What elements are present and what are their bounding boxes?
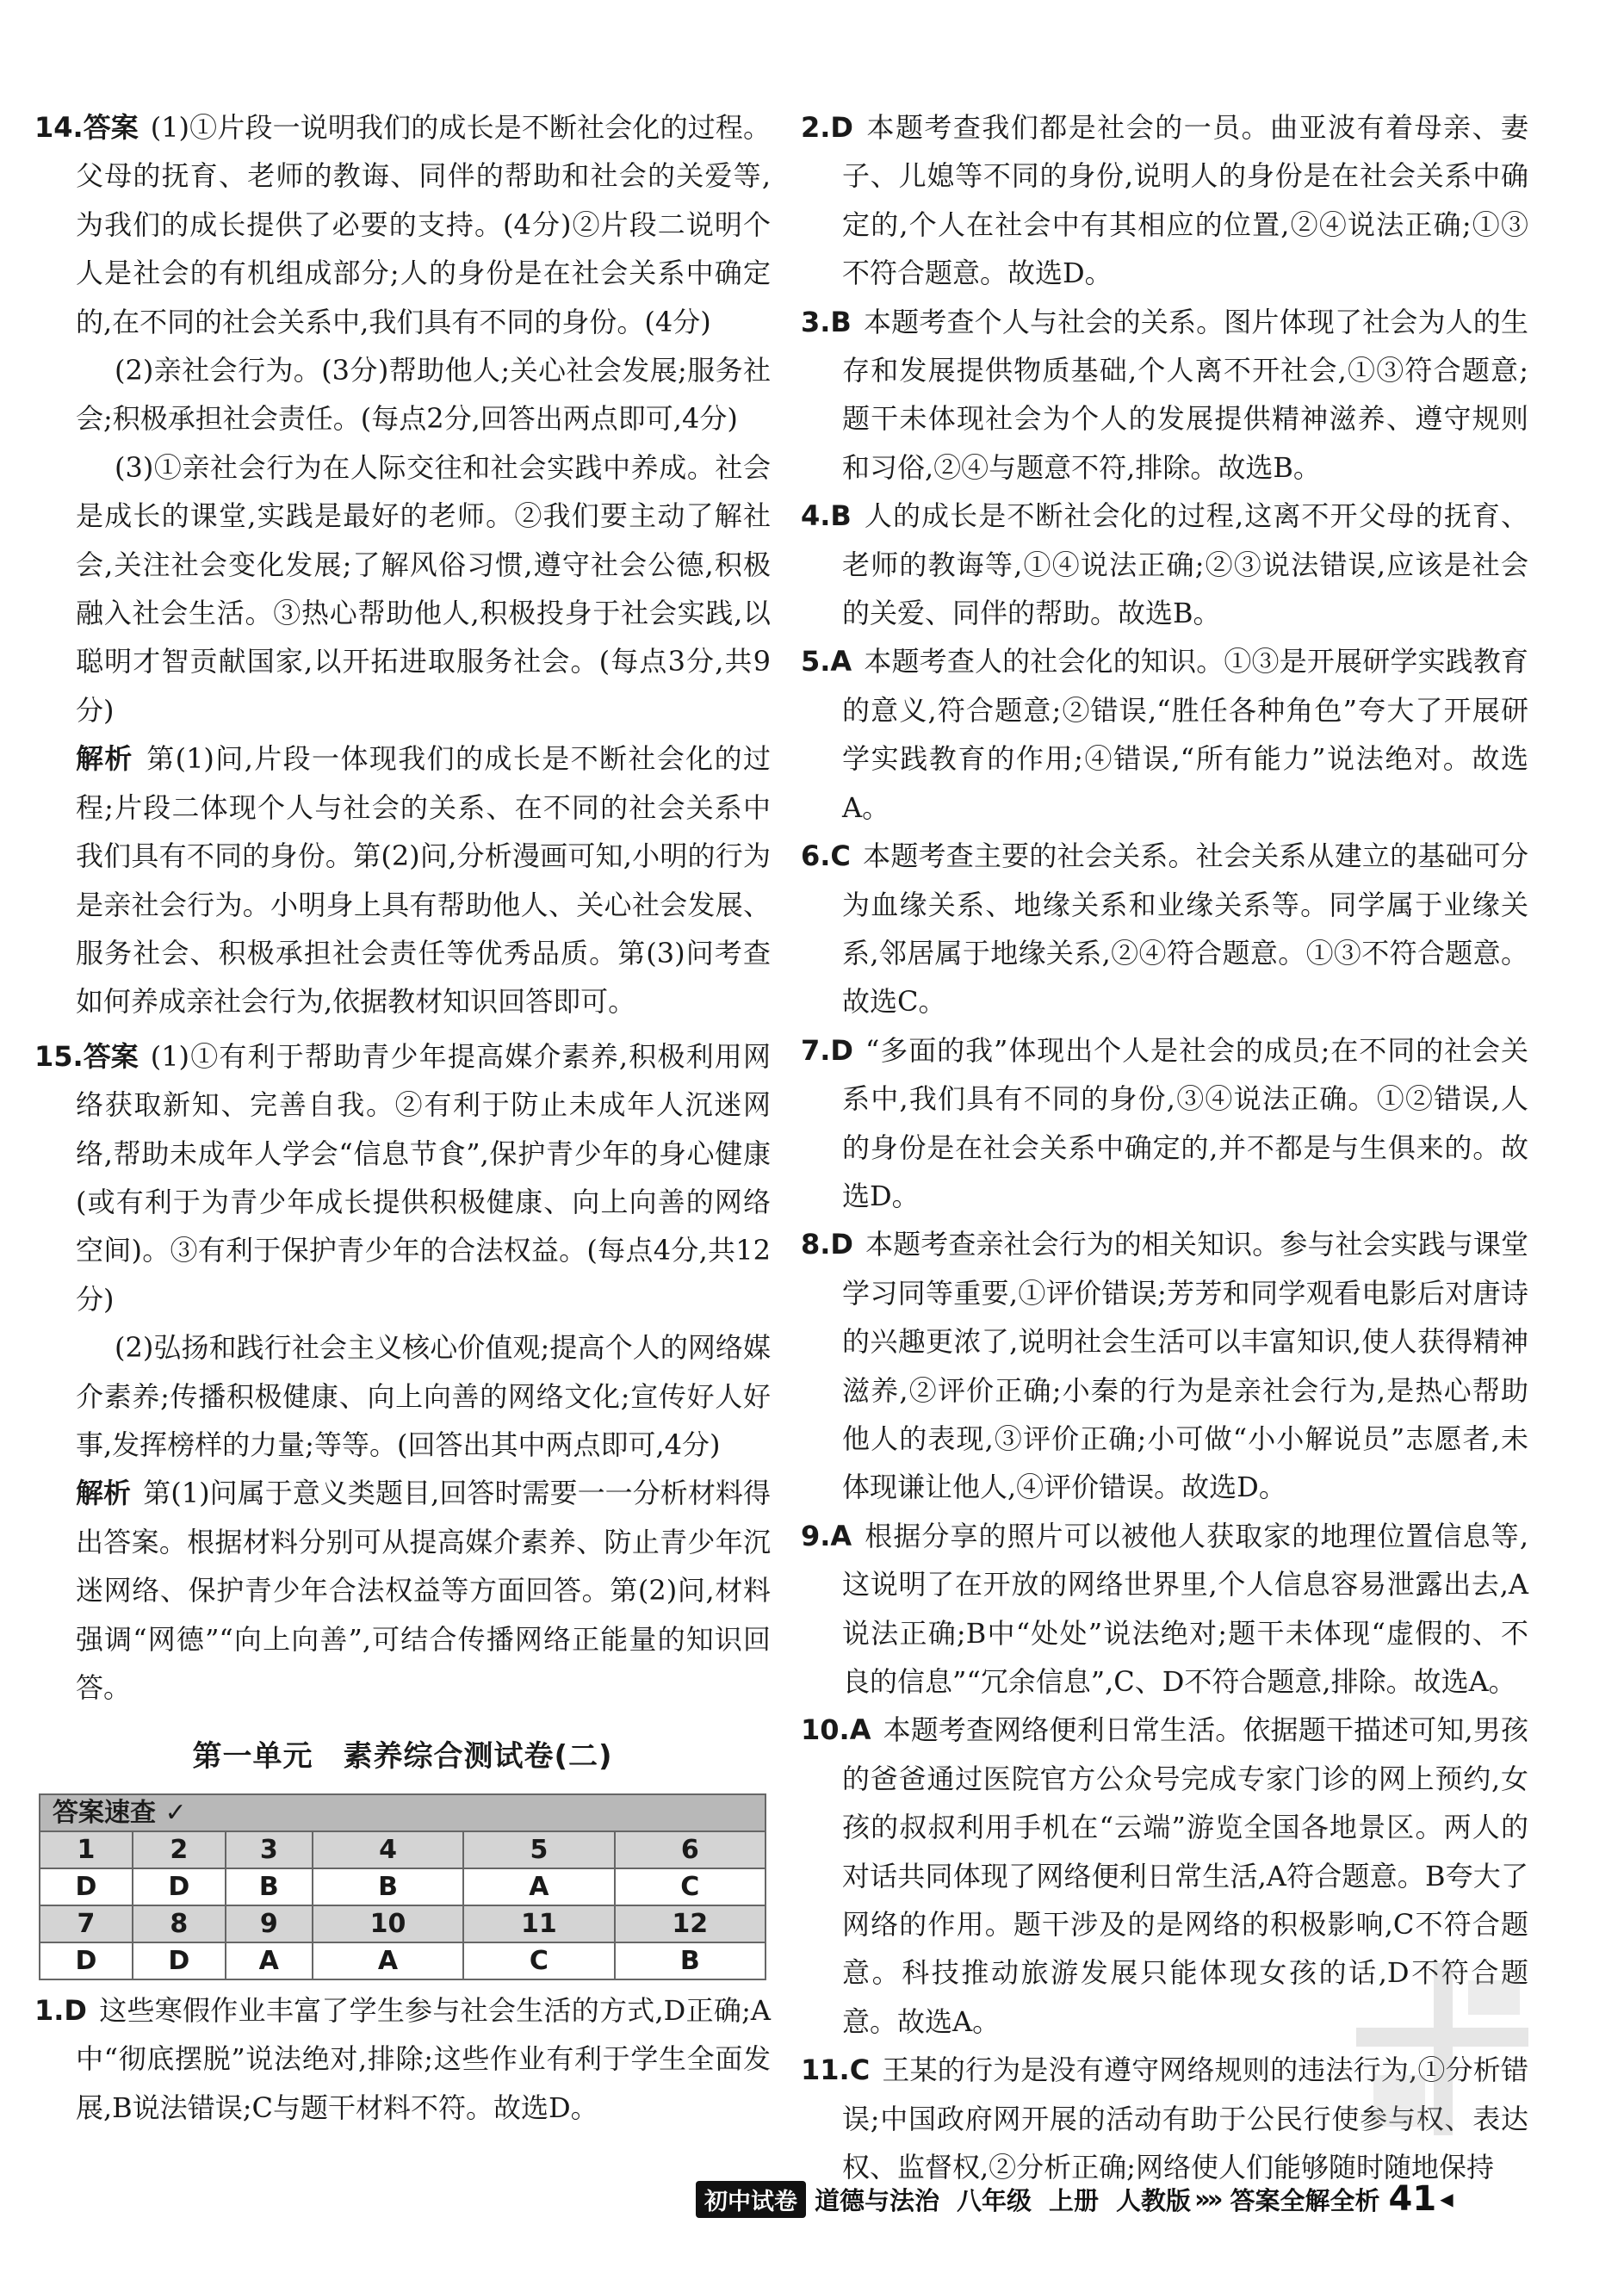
checkmark-icon: ✓: [164, 1797, 187, 1828]
footer-grade: 八年级: [957, 2185, 1032, 2215]
q1-label: 1.D: [34, 1993, 87, 2027]
q1-text: 这些寒假作业丰富了学生参与社会生活的方式,D正确;A中“彻底摆脱”说法绝对,排除;这些作业有利于学生全面发展,B说法错误;C与题干材料不符。故选D。: [76, 1993, 771, 2124]
table-cell: D: [40, 1942, 133, 1979]
item-text: “多面的我”体现出个人是社会的成员;在不同的社会关系中,我们具有不同的身份,③④说法正确。①②错误,人的身份是在社会关系中确定的,并不都是与生俱来的。故选D。: [842, 1033, 1528, 1212]
item-label: 8.D: [801, 1228, 853, 1261]
item-text: 王某的行为是没有遵守网络规则的违法行为,①分析错误;中国政府网开展的活动有助于公民行使参与权、表达权、监督权,②分析正确;网络使人们能够随时随地保持: [842, 2054, 1528, 2184]
item-label: 6.C: [801, 839, 851, 873]
footer-brand: 初中试卷: [696, 2181, 806, 2218]
answer-item: [801, 832, 1528, 1026]
q14-answer: [34, 103, 771, 346]
item-text: 人的成长是不断社会化的过程,这离不开父母的抚育、老师的教诲等,①④说法正确;②③说法错误,应该是社会的关爱、同伴的帮助。故选B。: [842, 499, 1528, 630]
table-row: [40, 1831, 766, 1868]
item-label: 10.A: [801, 1713, 871, 1747]
q15-answer: [34, 1032, 771, 1323]
table-cell: C: [615, 1868, 766, 1905]
table-cell: 8: [133, 1905, 226, 1942]
table-cell: 1: [40, 1831, 133, 1868]
item-label: 9.A: [801, 1519, 852, 1552]
item-text: 本题考查个人与社会的关系。图片体现了社会为人的生存和发展提供物质基础,个人离不开社会,①③符合题意;题干未体现社会为个人的发展提供精神滋养、遵守规则和习俗,②④与题意不符,排除。故选B。: [842, 305, 1528, 484]
q14-answer-p2: (2)亲社会行为。(3分)帮助他人;关心社会发展;服务社会;积极承担社会责任。(每点2分,回答出两点即可,4分): [76, 354, 771, 436]
footer-subject: 道德与法治: [815, 2185, 940, 2215]
table-row: [40, 1942, 766, 1979]
q15-analysis: [34, 1469, 771, 1712]
page-footer: [696, 2177, 1454, 2221]
answer-item: [801, 1512, 1528, 1707]
right-column: [801, 103, 1528, 2191]
item-text: 根据分享的照片可以被他人获取家的地理位置信息等,这说明了在开放的网络世界里,个人信息容易泄露出去,A说法正确;B中“处处”说法绝对;题干未体现“虚假的、不良的信息”“冗余信息”,C、D不符合题意,排除。故选A。: [842, 1519, 1528, 1698]
table-cell: 3: [226, 1831, 313, 1868]
q15-analysis-text: 第(1)问属于意义类题目,回答时需要一一分析材料得出答案。根据材料分别可从提高媒介素养、防止青少年沉迷网络、保护青少年合法权益等方面回答。第(2)问,材料强调“网德”“向上向善”,可结合传播网络正能量的知识回答。: [76, 1477, 771, 1704]
q15-label: 15.答案: [34, 1039, 139, 1073]
footer-edition: 人教版: [1116, 2185, 1192, 2215]
section-title: 第一单元 素养综合测试卷(二): [192, 1739, 613, 1775]
answer-item: [801, 492, 1528, 637]
item-label: 2.D: [801, 111, 853, 144]
answer-item: [801, 103, 1528, 298]
item-text: 本题考查网络便利日常生活。依据题干描述可知,男孩的爸爸通过医院官方公众号完成专家门诊的网上预约,女孩的叔叔利用手机在“云端”游览全国各地景区。两人的对话共同体现了网络便利日常生活,A符合题意。B夸大了网络的作用。题干涉及的是网络的积极影响,C不符合题意。科技推动旅游发展只能体现女孩的话,D不符合题意。故选A。: [842, 1713, 1528, 2038]
q15-answer-p1: (1)①有利于帮助青少年提高媒介素养,积极利用网络获取新知、完善自我。②有利于防止未成年人沉迷网络,帮助未成年人学会“信息节食”,保护青少年的身心健康(或有利于为青少年成长提供积极健康、向上向善的网络空间)。③有利于保护青少年的合法权益。(每点4分,共12分): [76, 1039, 771, 1316]
q15-answer-p2: (2)弘扬和践行社会主义核心价值观;提高个人的网络媒介素养;传播积极健康、向上向善的网络文化;宣传好人好事,发挥榜样的力量;等等。(回答出其中两点即可,4分): [76, 1331, 771, 1461]
answer-table: [39, 1793, 766, 1980]
table-cell: 7: [40, 1905, 133, 1942]
table-cell: D: [40, 1868, 133, 1905]
item-label: 11.C: [801, 2054, 871, 2087]
triangle-left-icon: ◀: [1440, 2189, 1454, 2209]
table-cell: 4: [313, 1831, 463, 1868]
page-number: 41: [1388, 2179, 1437, 2219]
footer-title: 答案全解全析: [1230, 2185, 1380, 2215]
table-cell: B: [226, 1868, 313, 1905]
footer-arrows: »»: [1194, 2184, 1220, 2214]
answer-item: [801, 298, 1528, 492]
table-cell: 12: [615, 1905, 766, 1942]
table-cell: 10: [313, 1905, 463, 1942]
answer-item: [801, 1220, 1528, 1511]
footer-volume: 上册: [1049, 2185, 1100, 2215]
table-cell: 2: [133, 1831, 226, 1868]
answer-item: [801, 637, 1528, 832]
q14-answer-p3: (3)①亲社会行为在人际交往和社会实践中养成。社会是成长的课堂,实践是最好的老师。②我们要主动了解社会,关注社会变化发展;了解风俗习惯,遵守社会公德,积极融入社会生活。③热心帮助他人,积极投身于社会实践,以聪明才智贡献国家,以开拓进取服务社会。(每点3分,共9分): [76, 450, 771, 727]
table-cell: 5: [463, 1831, 614, 1868]
q15-analysis-label: 解析: [76, 1477, 132, 1510]
table-cell: 9: [226, 1905, 313, 1942]
table-cell: 11: [463, 1905, 614, 1942]
q14-answer-p1: (1)①片段一说明我们的成长是不断社会化的过程。父母的抚育、老师的教诲、同伴的帮助和社会的关爱等,为我们的成长提供了必要的支持。(4分)②片段二说明个人是社会的有机组成部分;人的身份是在社会关系中确定的,在不同的社会关系中,我们具有不同的身份。(4分): [76, 111, 771, 338]
watermark-logo: [1339, 1946, 1546, 2153]
item-text: 本题考查主要的社会关系。社会关系从建立的基础可分为血缘关系、地缘关系和业缘关系等。同学属于业缘关系,邻居属于地缘关系,②④符合题意。①③不符合题意。故选C。: [842, 839, 1528, 1019]
item-text: 本题考查人的社会化的知识。①③是开展研学实践教育的意义,符合题意;②错误,“胜任各种角色”夸大了开展研学实践教育的作用;④错误,“所有能力”说法绝对。故选A。: [842, 645, 1528, 824]
q14-analysis-label: 解析: [76, 742, 133, 776]
item-label: 7.D: [801, 1033, 853, 1067]
table-row: [40, 1868, 766, 1905]
table-cell: A: [463, 1868, 614, 1905]
left-column: [34, 103, 771, 2132]
q14-analysis: [34, 734, 771, 1025]
item-label: 5.A: [801, 645, 852, 678]
table-cell: A: [226, 1942, 313, 1979]
item-label: 4.B: [801, 499, 852, 533]
q14-analysis-text: 第(1)问,片段一体现我们的成长是不断社会化的过程;片段二体现个人与社会的关系、在不同的社会关系中我们具有不同的身份。第(2)问,分析漫画可知,小明的行为是亲社会行为。小明身上具有帮助他人、关心社会发展、服务社会、积极承担社会责任等优秀品质。第(3)问考查如何养成亲社会行为,依据教材知识回答即可。: [76, 742, 771, 1019]
table-cell: B: [313, 1868, 463, 1905]
table-cell: D: [133, 1942, 226, 1979]
table-cell: B: [615, 1942, 766, 1979]
table-cell: D: [133, 1868, 226, 1905]
table-row: [40, 1905, 766, 1942]
q14-label: 14.答案: [34, 111, 139, 144]
q1-answer: [34, 1986, 771, 2132]
answer-item: [801, 1026, 1528, 1221]
table-cell: A: [313, 1942, 463, 1979]
answer-table-header: 答案速查 ✓: [40, 1794, 766, 1831]
table-cell: C: [463, 1942, 614, 1979]
item-text: 本题考查亲社会行为的相关知识。参与社会实践与课堂学习同等重要,①评价错误;芳芳和同学观看电影后对唐诗的兴趣更浓了,说明社会生活可以丰富知识,使人获得精神滋养,②评价正确;小秦的行为是亲社会行为,是热心帮助他人的表现,③评价正确;小可做“小小解说员”志愿者,未体现谦让他人,④评价错误。故选D。: [842, 1228, 1528, 1504]
item-text: 本题考查我们都是社会的一员。曲亚波有着母亲、妻子、儿媳等不同的身份,说明人的身份是在社会关系中确定的,个人在社会中有其相应的位置,②④说法正确;①③不符合题意。故选D。: [842, 111, 1528, 290]
table-cell: 6: [615, 1831, 766, 1868]
item-label: 3.B: [801, 305, 852, 338]
